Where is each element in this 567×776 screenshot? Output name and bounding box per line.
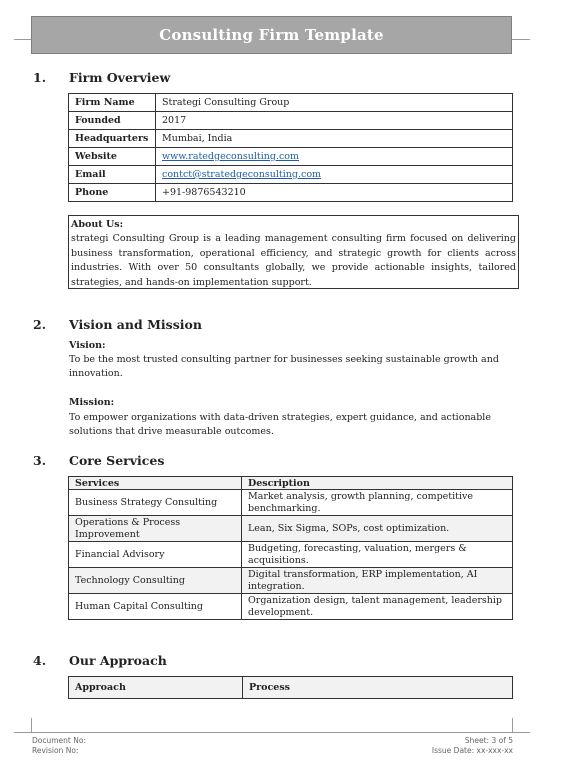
headquarters-label: Headquarters	[69, 130, 156, 148]
column-header-process: Process	[243, 677, 513, 699]
section-title-core-services: Core Services	[69, 453, 165, 468]
crop-mark	[31, 718, 32, 732]
service-name: Financial Advisory	[69, 542, 242, 568]
table-header-row	[69, 677, 513, 699]
sheet-number: Sheet: 3 of 5	[464, 736, 513, 745]
phone-value: +91-9876543210	[156, 184, 513, 202]
section-title-vision-mission: Vision and Mission	[69, 317, 202, 332]
document-number: Document No:	[32, 736, 86, 745]
service-name: Operations & Process Improvement	[69, 516, 242, 542]
section-number: 3.	[33, 453, 47, 468]
header-bar	[31, 16, 512, 54]
table-row	[69, 490, 513, 516]
column-header-description: Description	[242, 477, 513, 490]
table-row	[69, 130, 513, 148]
table-row	[69, 516, 513, 542]
table-row	[69, 542, 513, 568]
approach-table	[68, 676, 513, 699]
section-title-firm-overview: Firm Overview	[69, 70, 171, 85]
crop-mark	[512, 39, 530, 40]
vision-label: Vision:	[69, 340, 106, 351]
service-description: Organization design, talent management, leadership development.	[242, 594, 513, 620]
section-title-our-approach: Our Approach	[69, 653, 167, 668]
section-number: 2.	[33, 317, 47, 332]
page-title: Consulting Firm Template	[159, 26, 384, 44]
firm-name-value: Strategi Consulting Group	[156, 94, 513, 112]
crop-mark	[512, 718, 513, 732]
about-us-text: strategi Consulting Group is a leading management consulting firm focused on delivering business transformation, operational efficiency, and strategic growth for clients across industries. With over 50 consultants globally, we provide actionable insights, tailored strategies, and hands-on implementation support.	[71, 233, 516, 288]
section-number: 4.	[33, 653, 47, 668]
firm-name-label: Firm Name	[69, 94, 156, 112]
founded-label: Founded	[69, 112, 156, 130]
table-row	[69, 112, 513, 130]
about-us-label: About Us:	[71, 219, 124, 230]
table-row	[69, 594, 513, 620]
table-row	[69, 184, 513, 202]
phone-label: Phone	[69, 184, 156, 202]
headquarters-value: Mumbai, India	[156, 130, 513, 148]
table-header-row	[69, 477, 513, 490]
mission-text: To empower organizations with data-driven strategies, expert guidance, and actionable solutions that drive measurable outcomes.	[69, 412, 491, 438]
email-link[interactable]: contct@stratedgeconsulting.com	[162, 169, 322, 180]
service-description: Lean, Six Sigma, SOPs, cost optimization.	[242, 516, 513, 542]
mission-label: Mission:	[69, 397, 115, 408]
founded-value: 2017	[156, 112, 513, 130]
vision-text: To be the most trusted consulting partner for businesses seeking sustainable growth and innovation.	[69, 354, 499, 380]
email-label: Email	[69, 166, 156, 184]
column-header-services: Services	[69, 477, 242, 490]
crop-mark	[14, 39, 31, 40]
column-header-approach: Approach	[69, 677, 243, 699]
service-name: Technology Consulting	[69, 568, 242, 594]
service-name: Human Capital Consulting	[69, 594, 242, 620]
table-row	[69, 94, 513, 112]
firm-overview-table	[68, 93, 513, 202]
service-description: Budgeting, forecasting, valuation, mergers & acquisitions.	[242, 542, 513, 568]
issue-date: Issue Date: xx-xxx-xx	[431, 746, 513, 755]
section-number: 1.	[33, 70, 47, 85]
core-services-table	[68, 476, 513, 620]
service-description: Digital transformation, ERP implementation, AI integration.	[242, 568, 513, 594]
crop-mark	[512, 732, 530, 733]
service-description: Market analysis, growth planning, competitive benchmarking.	[242, 490, 513, 516]
table-row	[69, 166, 513, 184]
table-row	[69, 148, 513, 166]
service-name: Business Strategy Consulting	[69, 490, 242, 516]
table-row	[69, 568, 513, 594]
website-link[interactable]: www.ratedgeconsulting.com	[162, 151, 300, 162]
footer-divider	[31, 732, 512, 733]
website-label: Website	[69, 148, 156, 166]
about-us-box	[68, 215, 519, 289]
crop-mark	[14, 732, 31, 733]
revision-number: Revision No:	[32, 746, 79, 755]
